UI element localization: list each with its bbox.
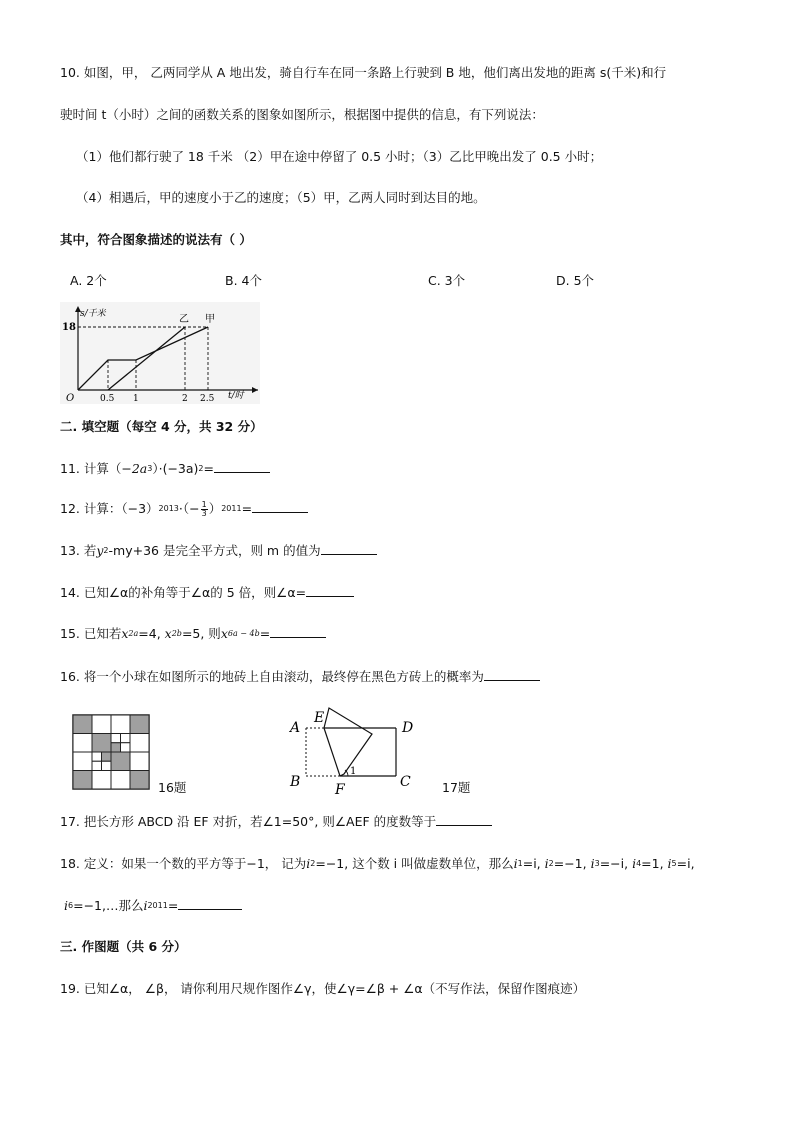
origin-label: O: [66, 393, 75, 404]
q10-line2: 驶时间 t（小时）之间的函数关系的图象如图所示，根据图中提供的信息，有下列说法：: [60, 107, 544, 122]
q18-line1: 18. 定义：如果一个数的平方等于−1， 记为$i^2=-1$, 这个数 i 叫做虚数单位，那么$i^1=i$, $i^2=-1$, $i^3=-i$, $i^4=1$, $i^5=i$,: [60, 856, 695, 871]
q10-option-c: C. 3个: [428, 273, 466, 288]
q18-line2: $i^6=-1,\dots$那么$i^{2011}=$: [64, 897, 242, 915]
q10-option-a: A. 2个: [70, 273, 107, 288]
q10-statements-b: （4）相遇后，甲的速度小于乙的速度；（5）甲，乙两人同时到达目的地。: [76, 190, 486, 205]
x-tick-1: 1: [133, 394, 139, 404]
q14-answer-blank: [306, 584, 354, 597]
x-tick-0.5: 0.5: [100, 394, 115, 404]
q19: 19. 已知∠α， ∠β， 请你利用尺规作图作∠γ，使∠γ=∠β + ∠α（不写作法，保留作图痕迹）: [60, 981, 586, 996]
point-C: C: [400, 774, 411, 790]
q16: 16. 将一个小球在如图所示的地砖上自由滚动，最终停在黑色方砖上的概率为: [60, 668, 540, 686]
label-jia: 甲: [205, 314, 215, 325]
q10-option-d: D. 5个: [556, 273, 595, 288]
q10-line1: 10. 如图，甲， 乙两同学从 A 地出发，骑自行车在同一条路上行驶到 B 地，他们离出发地的距离 s(千米)和行: [60, 65, 667, 80]
folded-rectangle-figure: [282, 704, 422, 800]
point-E: E: [314, 710, 325, 726]
q11-answer-blank: [214, 460, 270, 473]
q12-answer-blank: [252, 500, 308, 513]
point-D: D: [402, 720, 414, 736]
point-B: B: [290, 774, 301, 790]
q18-answer-blank: [178, 897, 242, 910]
x-tick-2: 2: [182, 394, 188, 404]
q16-answer-blank: [484, 668, 540, 681]
y-axis-label: s/千米: [80, 309, 106, 319]
q12: 12. 计算：$(-3)^{2013}\cdot(-$ $\frac{1}{3}$ ）$^{2011}$=: [60, 500, 308, 518]
distance-time-graph: [60, 302, 260, 404]
q10-option-b: B. 4个: [225, 273, 262, 288]
tile-grid-figure: [72, 714, 150, 790]
q13: 13. 若$y^2-my+36$ 是完全平方式，则 m 的值为: [60, 542, 377, 560]
y-tick-18: 18: [62, 322, 76, 333]
q14: 14. 已知∠α的补角等于∠α的 5 倍，则∠α=: [60, 584, 354, 602]
section2-heading: 二. 填空题（每空 4 分，共 32 分）: [60, 419, 263, 434]
angle-1-label: 1: [350, 766, 357, 777]
x-axis-label: t/时: [228, 391, 244, 401]
q13-answer-blank: [321, 542, 377, 555]
fig17-caption: 17题: [442, 780, 471, 795]
label-yi: 乙: [179, 314, 189, 325]
section3-heading: 三. 作图题（共 6 分）: [60, 939, 187, 954]
fig16-caption: 16题: [158, 780, 187, 795]
q15-answer-blank: [270, 625, 326, 638]
q12-fraction: $\frac{1}{3}$: [201, 500, 207, 518]
q10-prompt: 其中，符合图象描述的说法有（ ）: [60, 232, 252, 247]
q10-statements-a: （1）他们都行驶了 18 千米 （2）甲在途中停留了 0.5 小时；（3）乙比甲晚出发了 0.5 小时；: [76, 149, 603, 164]
point-F: F: [335, 782, 345, 798]
q17-answer-blank: [436, 813, 492, 826]
q15: 15. 已知若$x^{2a}=4$, $x^{2b}=5$, 则$x^{6a - 4b}=$: [60, 625, 326, 643]
x-tick-2.5: 2.5: [200, 394, 215, 404]
q17: 17. 把长方形 ABCD 沿 EF 对折，若∠1=50°, 则∠AEF 的度数等于: [60, 813, 492, 831]
q11: 11. 计算$(-2a^3)\cdot(-3a)^2=$: [60, 460, 270, 478]
point-A: A: [290, 720, 301, 736]
